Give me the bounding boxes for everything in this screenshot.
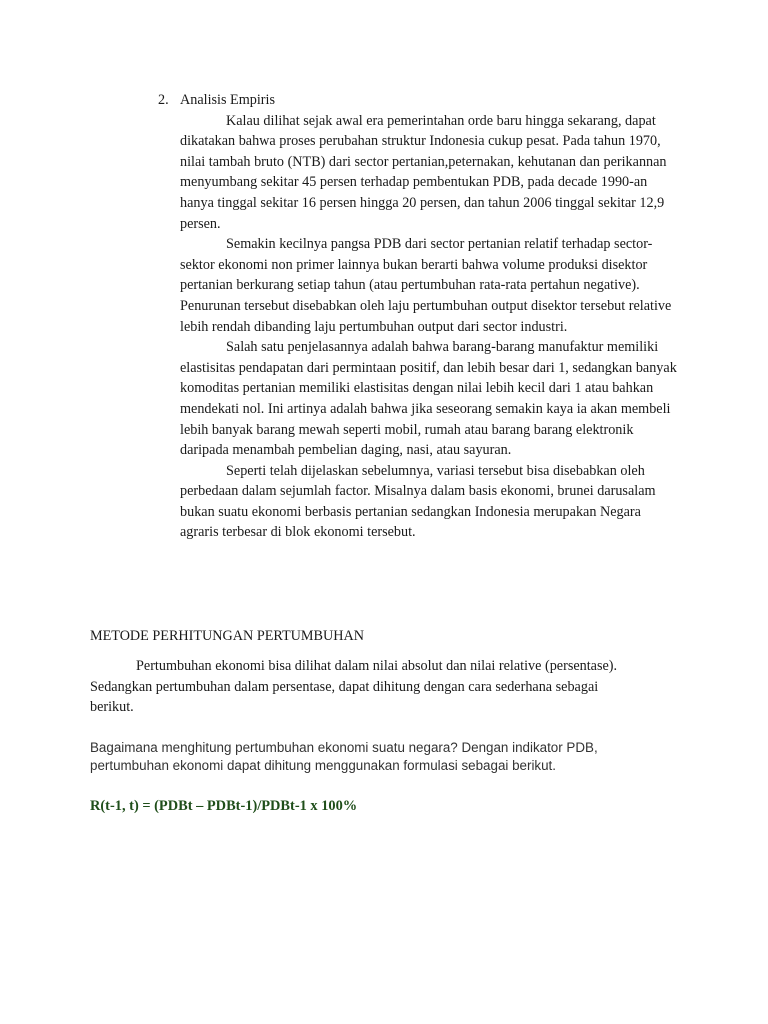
growth-formula: R(t-1, t) = (PDBt – PDBt-1)/PDBt-1 x 100%: [90, 798, 358, 814]
body-paragraph: Semakin kecilnya pangsa PDB dari sector pertanian relatif terhadap sector-sektor ekonomi non primer lainnya bukan berarti bahwa volume produksi disektor pertanian berkurang setiap tahun (atau pertumbuhan rata-rata pertahun negative). Penurunan tersebut disebabkan oleh laju pertumbuhan output disektor tersebut relative lebih rendah dibanding laju pertumbuhan output dari sector industri.: [180, 236, 672, 335]
body-paragraph: Salah satu penjelasannya adalah bahwa barang-barang manufaktur memiliki elastisitas pendapatan dari permintaan positif, dan lebih besar dari 1, sedangkan banyak komoditas pertanian memiliki elastisitas dengan nilai lebih kecil dari 1 atau bahkan mendekati nol. Ini artinya adalah bahwa jika seseorang semakin kaya ia akan membeli lebih banyak barang mewah seperti mobil, rumah atau barang barang elektronik daripada menambah pembelian daging, nasi, atau sayuran.: [180, 339, 677, 459]
method-question: Bagaimana menghitung pertumbuhan ekonomi suatu negara? Dengan indikator PDB, pertumbuhan ekonomi dapat dihitung menggunakan formulasi sebagai berikut.: [90, 740, 598, 773]
method-heading: METODE PERHITUNGAN PERTUMBUHAN: [90, 628, 364, 644]
section-analisis-empiris: [158, 90, 680, 543]
section-number: 2.: [158, 92, 169, 108]
body-paragraph: Kalau dilihat sejak awal era pemerintahan orde baru hingga sekarang, dapat dikatakan bahwa proses perubahan struktur Indonesia cukup pesat. Pada tahun 1970, nilai tambah bruto (NTB) dari sector pertanian,peternakan, kehutanan dan perikannan menyumbang sekitar 45 persen terhadap pembentukan PDB, pada decade 1990-an hanya tinggal sekitar 16 persen hingga 20 persen, dan tahun 2006 tinggal sekitar 12,9 persen.: [180, 112, 667, 232]
method-paragraph: Pertumbuhan ekonomi bisa dilihat dalam nilai absolut dan nilai relative (persentase). Sedangkan pertumbuhan dalam persentase, dapat dihitung dengan cara sederhana sebagai berikut.: [90, 658, 618, 716]
body-paragraph: Seperti telah dijelaskan sebelumnya, variasi tersebut bisa disebabkan oleh perbedaan dalam sejumlah factor. Misalnya dalam basis ekonomi, brunei darusalam bukan suatu ekonomi berbasis pertanian sedangkan Indonesia merupakan Negara agraris terbesar di blok ekonomi tersebut.: [180, 462, 656, 541]
section-heading: Analisis Empiris: [180, 92, 275, 108]
